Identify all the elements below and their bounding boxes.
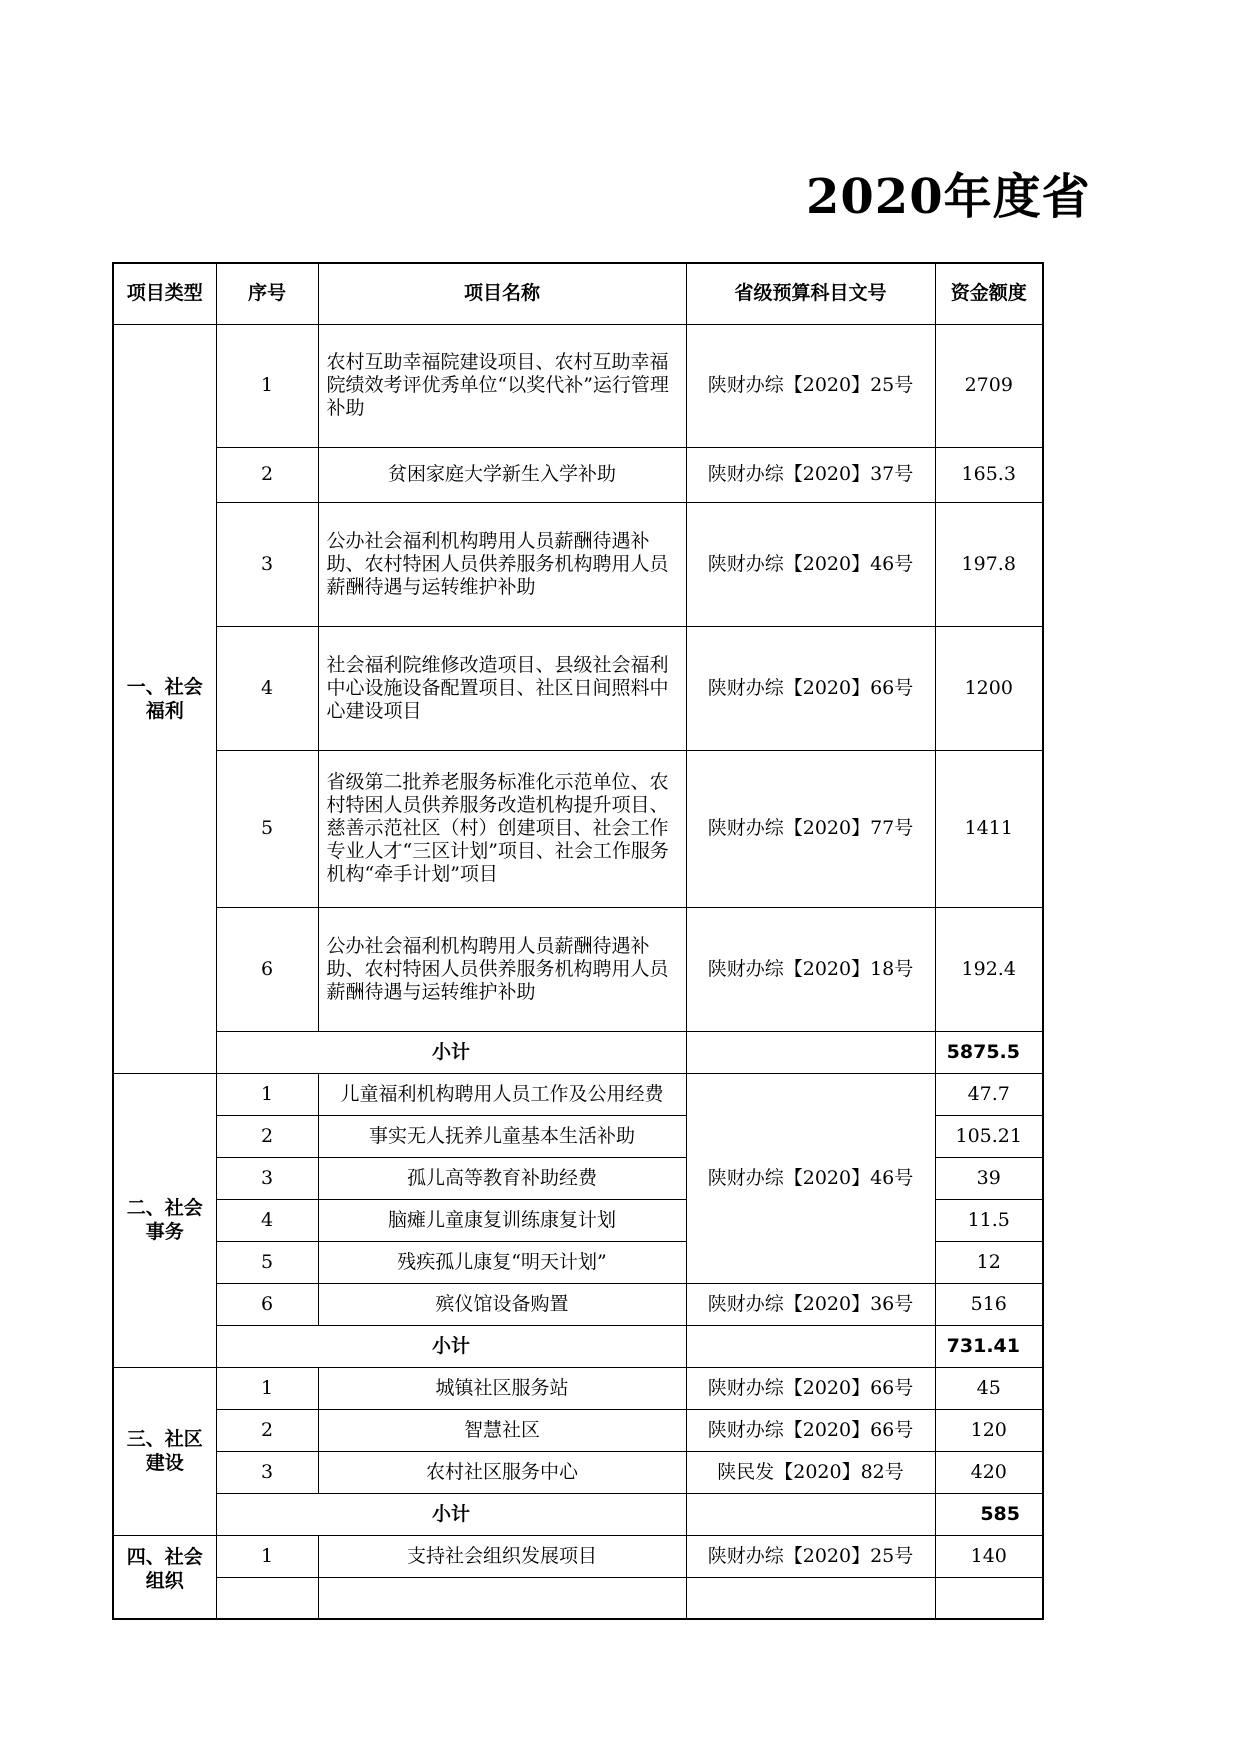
row-name-empty xyxy=(318,1577,686,1619)
row-doc: 陕财办综【2020】37号 xyxy=(686,447,935,502)
subtotal-amount: 5875.5 xyxy=(935,1031,1043,1073)
header-doc: 省级预算科目文号 xyxy=(686,263,935,324)
row-name: 公办社会福利机构聘用人员薪酬待遇补助、农村特困人员供养服务机构聘用人员薪酬待遇与运转维护补助 xyxy=(318,502,686,626)
table-row xyxy=(113,1577,1043,1619)
row-no: 2 xyxy=(216,447,318,502)
row-name: 儿童福利机构聘用人员工作及公用经费 xyxy=(318,1073,686,1115)
row-amount: 2709 xyxy=(935,324,1043,447)
row-name: 社会福利院维修改造项目、县级社会福利中心设施设备配置项目、社区日间照料中心建设项目 xyxy=(318,626,686,750)
row-name: 脑瘫儿童康复训练康复计划 xyxy=(318,1199,686,1241)
row-amount: 11.5 xyxy=(935,1199,1043,1241)
row-doc-empty xyxy=(686,1577,935,1619)
page-title: 2020年度省 xyxy=(806,169,1091,225)
row-amount: 12 xyxy=(935,1241,1043,1283)
row-name: 公办社会福利机构聘用人员薪酬待遇补助、农村特困人员供养服务机构聘用人员薪酬待遇与运转维护补助 xyxy=(318,907,686,1031)
table-row xyxy=(113,447,1043,502)
subtotal-doc-empty xyxy=(686,1325,935,1367)
table-row xyxy=(113,907,1043,1031)
row-name: 贫困家庭大学新生入学补助 xyxy=(318,447,686,502)
header-row xyxy=(113,263,1043,324)
row-amount: 47.7 xyxy=(935,1073,1043,1115)
header-amount: 资金额度 xyxy=(935,263,1043,324)
table-row xyxy=(113,1367,1043,1409)
row-name: 农村社区服务中心 xyxy=(318,1451,686,1493)
subtotal-row xyxy=(113,1325,1043,1367)
row-name: 殡仪馆设备购置 xyxy=(318,1283,686,1325)
row-no: 2 xyxy=(216,1409,318,1451)
table-row xyxy=(113,1535,1043,1577)
row-name: 农村互助幸福院建设项目、农村互助幸福院绩效考评优秀单位“以奖代补”运行管理补助 xyxy=(318,324,686,447)
subtotal-doc-empty xyxy=(686,1031,935,1073)
row-amount: 105.21 xyxy=(935,1115,1043,1157)
row-no: 3 xyxy=(216,1157,318,1199)
group-type-cell: 二、社会事务 xyxy=(113,1073,216,1367)
row-no-empty xyxy=(216,1577,318,1619)
row-no: 3 xyxy=(216,502,318,626)
row-no: 1 xyxy=(216,324,318,447)
table-row xyxy=(113,324,1043,447)
row-amount: 1411 xyxy=(935,750,1043,907)
row-amount: 165.3 xyxy=(935,447,1043,502)
subtotal-doc-empty xyxy=(686,1493,935,1535)
group-type-cell: 三、社区建设 xyxy=(113,1367,216,1535)
row-no: 3 xyxy=(216,1451,318,1493)
row-name: 孤儿高等教育补助经费 xyxy=(318,1157,686,1199)
header-no: 序号 xyxy=(216,263,318,324)
row-name: 事实无人抚养儿童基本生活补助 xyxy=(318,1115,686,1157)
row-no: 2 xyxy=(216,1115,318,1157)
row-no: 4 xyxy=(216,626,318,750)
row-amount: 197.8 xyxy=(935,502,1043,626)
group-type-cell: 四、社会组织 xyxy=(113,1535,216,1619)
row-doc: 陕财办综【2020】66号 xyxy=(686,1367,935,1409)
row-doc: 陕财办综【2020】25号 xyxy=(686,324,935,447)
table-row xyxy=(113,750,1043,907)
header-type: 项目类型 xyxy=(113,263,216,324)
row-doc: 陕财办综【2020】46号 xyxy=(686,502,935,626)
row-doc: 陕财办综【2020】25号 xyxy=(686,1535,935,1577)
row-name: 智慧社区 xyxy=(318,1409,686,1451)
subtotal-amount: 585 xyxy=(935,1493,1043,1535)
row-name: 省级第二批养老服务标准化示范单位、农村特困人员供养服务改造机构提升项目、慈善示范社区（村）创建项目、社会工作专业人才“三区计划”项目、社会工作服务机构“牵手计划”项目 xyxy=(318,750,686,907)
row-name: 城镇社区服务站 xyxy=(318,1367,686,1409)
row-no: 5 xyxy=(216,750,318,907)
row-amount: 420 xyxy=(935,1451,1043,1493)
row-doc-merged: 陕财办综【2020】46号 xyxy=(686,1073,935,1283)
subtotal-row xyxy=(113,1031,1043,1073)
row-doc: 陕财办综【2020】66号 xyxy=(686,626,935,750)
group-type-cell: 一、社会福利 xyxy=(113,324,216,1073)
subtotal-label: 小计 xyxy=(216,1493,686,1535)
header-name: 项目名称 xyxy=(318,263,686,324)
row-amount: 516 xyxy=(935,1283,1043,1325)
row-amount: 120 xyxy=(935,1409,1043,1451)
row-no: 4 xyxy=(216,1199,318,1241)
subtotal-row xyxy=(113,1493,1043,1535)
row-doc: 陕财办综【2020】18号 xyxy=(686,907,935,1031)
row-doc: 陕财办综【2020】66号 xyxy=(686,1409,935,1451)
row-no: 1 xyxy=(216,1535,318,1577)
row-amount-empty xyxy=(935,1577,1043,1619)
table-row xyxy=(113,1283,1043,1325)
row-amount: 1200 xyxy=(935,626,1043,750)
row-doc: 陕财办综【2020】36号 xyxy=(686,1283,935,1325)
row-no: 5 xyxy=(216,1241,318,1283)
table-row xyxy=(113,502,1043,626)
row-amount: 140 xyxy=(935,1535,1043,1577)
table-row xyxy=(113,626,1043,750)
subtotal-label: 小计 xyxy=(216,1325,686,1367)
subtotal-label: 小计 xyxy=(216,1031,686,1073)
row-no: 6 xyxy=(216,1283,318,1325)
row-no: 6 xyxy=(216,907,318,1031)
row-doc: 陕民发【2020】82号 xyxy=(686,1451,935,1493)
funding-table-container xyxy=(112,262,1042,1592)
row-no: 1 xyxy=(216,1367,318,1409)
table-row xyxy=(113,1073,1043,1115)
table-row xyxy=(113,1409,1043,1451)
row-amount: 192.4 xyxy=(935,907,1043,1031)
funding-table xyxy=(112,262,1044,1620)
table-row xyxy=(113,1451,1043,1493)
row-doc: 陕财办综【2020】77号 xyxy=(686,750,935,907)
row-no: 1 xyxy=(216,1073,318,1115)
row-name: 支持社会组织发展项目 xyxy=(318,1535,686,1577)
row-amount: 45 xyxy=(935,1367,1043,1409)
row-amount: 39 xyxy=(935,1157,1043,1199)
row-name: 残疾孤儿康复“明天计划” xyxy=(318,1241,686,1283)
subtotal-amount: 731.41 xyxy=(935,1325,1043,1367)
